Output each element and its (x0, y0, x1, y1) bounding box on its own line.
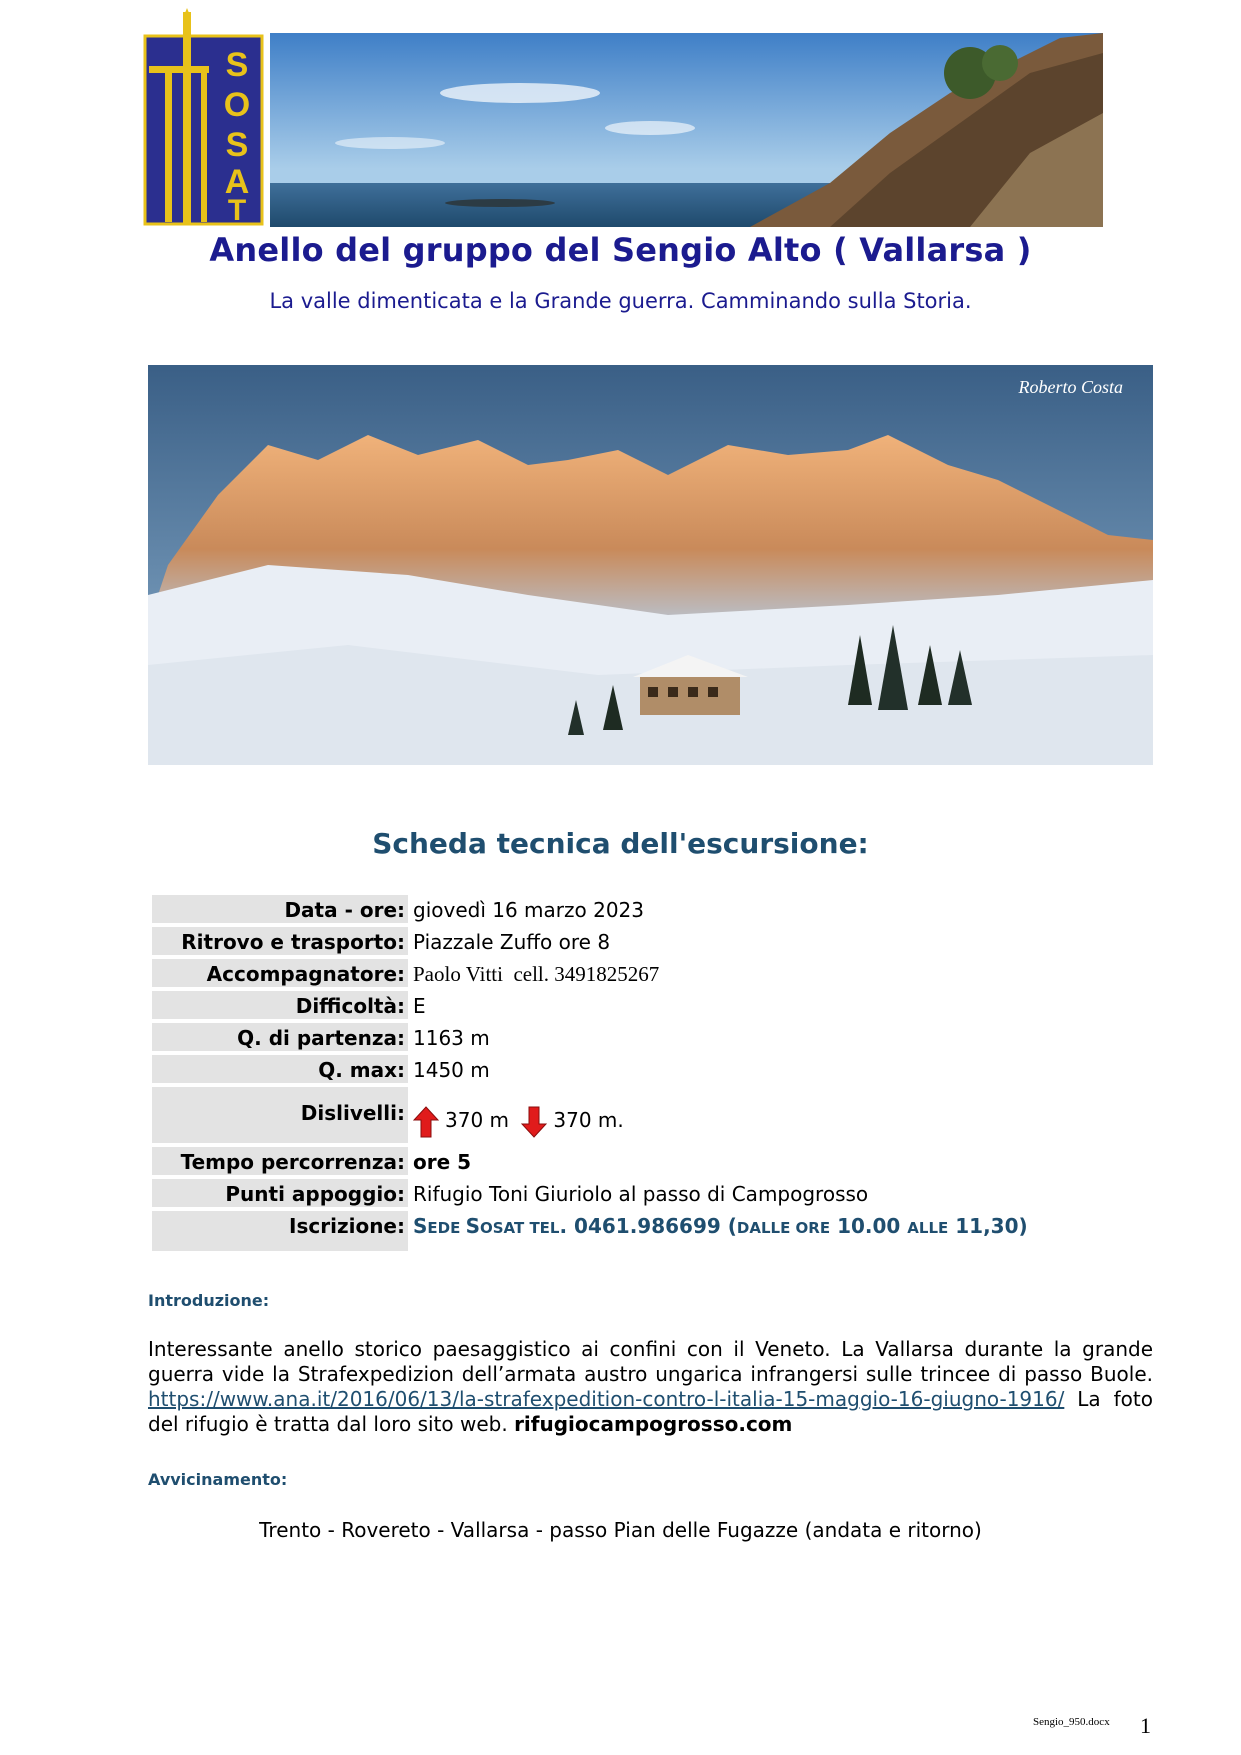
table-row (152, 1211, 1092, 1251)
rifugio-site: rifugiocampogrosso.com (514, 1412, 793, 1436)
row-label: Data - ore: (152, 895, 408, 923)
arrow-up-icon (413, 1106, 439, 1138)
reg-part: 10.00 (830, 1214, 908, 1238)
row-label: Ritrovo e trasporto: (152, 927, 408, 955)
table-row (152, 991, 1092, 1019)
sosat-logo (143, 8, 264, 226)
arrow-down-icon (521, 1106, 547, 1138)
reg-part: TEL (529, 1219, 560, 1237)
svg-text:S: S (225, 126, 249, 164)
page-title: Anello del gruppo del Sengio Alto ( Vallarsa ) (209, 231, 1032, 269)
intro-text-1: Interessante anello storico paesaggistico ai confini con il Veneto. La Vallarsa durante la grande guerra vide la Strafexpedizion dell’armata austro ungarica infrangersi sulle trincee di passo Buole. (148, 1337, 1153, 1386)
reg-part: EDE (427, 1219, 466, 1237)
intro-text-2: La foto del rifugio è tratta dal loro sito web. (148, 1387, 1153, 1436)
intro-heading: Introduzione: (148, 1291, 270, 1310)
reg-part: S (465, 1214, 480, 1238)
svg-text:A: A (224, 163, 250, 201)
row-value-date: giovedì 16 marzo 2023 (413, 898, 644, 922)
row-label: Q. di partenza: (152, 1023, 408, 1051)
reg-part: S (413, 1214, 428, 1238)
row-label: Accompagnatore: (152, 959, 408, 987)
table-row (152, 895, 1092, 923)
footer-filename: Sengio_950.docx (1033, 1716, 1110, 1728)
row-value-guide: Paolo Vitti cell. 3491825267 (413, 962, 660, 986)
page-number: 1 (1140, 1713, 1151, 1738)
svg-text:T: T (227, 194, 247, 226)
avvicinamento-heading: Avvicinamento: (148, 1470, 288, 1489)
table-row (152, 1055, 1092, 1083)
svg-text:O: O (223, 86, 251, 124)
reg-part: . 0461.986699 ( (559, 1214, 737, 1238)
page-subtitle: La valle dimenticata e la Grande guerra. Camminando sulla Storia. (269, 289, 972, 313)
row-label: Tempo percorrenza: (152, 1147, 408, 1175)
row-label: Iscrizione: (152, 1211, 408, 1251)
table-row (152, 1147, 1092, 1175)
rifugio-photo (148, 365, 1153, 765)
row-value-registration (408, 1211, 1092, 1251)
strafexpedition-link[interactable]: https://www.ana.it/2016/06/13/la-strafexpedition-contro-l-italia-15-maggio-16-giugno-1916/ (148, 1387, 1065, 1411)
intro-paragraph (148, 1337, 1153, 1437)
table-row (152, 959, 1092, 987)
reg-part: OSAT (479, 1219, 530, 1237)
elevation-up: 370 m (445, 1108, 510, 1132)
row-value-meeting: Piazzale Zuffo ore 8 (413, 930, 611, 954)
row-label: Difficoltà: (152, 991, 408, 1019)
tech-table (152, 895, 1092, 1255)
reg-part: DALLE ORE (736, 1219, 831, 1237)
table-row (152, 927, 1092, 955)
row-label: Punti appoggio: (152, 1179, 408, 1207)
header-banner-image (270, 33, 1103, 227)
reg-part: ALLE (907, 1219, 949, 1237)
scheda-title: Scheda tecnica dell'escursione: (372, 827, 869, 860)
svg-text:S: S (225, 46, 249, 84)
row-value-max-altitude: 1450 m (413, 1058, 490, 1082)
route-text: Trento - Rovereto - Vallarsa - passo Pian delle Fugazze (andata e ritorno) (259, 1518, 982, 1542)
elevation-down: 370 m. (553, 1108, 624, 1132)
row-value-support: Rifugio Toni Giuriolo al passo di Campogrosso (413, 1182, 869, 1206)
row-label: Q. max: (152, 1055, 408, 1083)
photographer-signature: Roberto Costa (1018, 377, 1123, 397)
row-label: Dislivelli: (152, 1087, 408, 1143)
table-row (152, 1087, 1092, 1143)
table-row (152, 1023, 1092, 1051)
row-value-duration: ore 5 (413, 1150, 472, 1174)
reg-part: 11,30) (948, 1214, 1028, 1238)
table-row (152, 1179, 1092, 1207)
row-value-elevation (408, 1087, 1092, 1143)
row-value-difficulty: E (413, 994, 426, 1018)
row-value-start-altitude: 1163 m (413, 1026, 490, 1050)
